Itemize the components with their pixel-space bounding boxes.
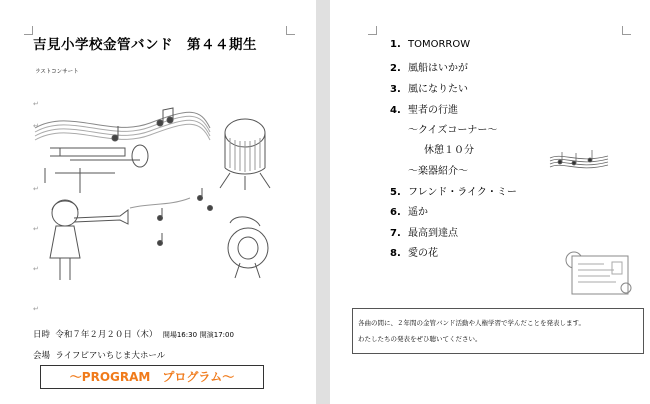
date-value: 令和７年２月２０日（木） <box>55 330 158 340</box>
program-item <box>390 244 438 259</box>
date-line <box>33 328 234 340</box>
program-number: 1. <box>390 39 401 50</box>
program-number: 4. <box>390 105 401 116</box>
venue-label: 会場 <box>33 351 51 361</box>
program-number: 5. <box>390 187 401 198</box>
paragraph-mark: ↵ <box>33 185 39 193</box>
program-number: 3. <box>390 84 401 95</box>
instrument-intro: 〜楽器紹介〜 <box>408 166 468 177</box>
left-page <box>0 0 316 404</box>
concert-subtitle: ラストコンサート <box>35 69 79 75</box>
page-gutter <box>316 0 330 404</box>
paragraph-mark: ↵ <box>33 265 39 273</box>
program-number: 6. <box>390 207 401 218</box>
margin-corner-mark <box>368 26 377 35</box>
program-title: 遥か <box>408 207 428 218</box>
program-number: 2. <box>390 63 401 74</box>
note-line: 各曲の間に、２年間の金管バンド活動や人権学習で学んだことを発表します。 <box>358 319 585 327</box>
program-item <box>390 224 458 239</box>
program-title: 風船はいかが <box>408 63 468 74</box>
program-title: 風になりたい <box>408 84 468 95</box>
document-title: 吉見小学校金管バンド 第４４期生 <box>33 37 257 53</box>
program-item <box>390 59 468 74</box>
margin-corner-mark <box>24 26 33 35</box>
band-instruments-illustration <box>30 98 280 328</box>
program-item <box>390 183 517 198</box>
start-time: 開演17:00 <box>199 331 234 339</box>
program-banner: 〜PROGRAM プログラム〜 <box>40 365 264 389</box>
venue-line <box>33 349 165 361</box>
program-item <box>390 101 458 116</box>
paragraph-mark: ↵ <box>33 100 39 108</box>
paragraph-mark: ↵ <box>33 305 39 313</box>
program-item <box>390 203 428 218</box>
note-line: わたしたちの発表をぜひ聴いてください。 <box>358 335 482 343</box>
program-number: 7. <box>390 228 401 239</box>
program-number: 8. <box>390 248 401 259</box>
break-label: 休憩１０分 <box>424 145 474 156</box>
program-title: 愛の花 <box>408 248 438 259</box>
program-note-box <box>352 308 644 354</box>
margin-corner-mark <box>286 26 295 35</box>
paragraph-mark: ↵ <box>33 122 39 130</box>
quiz-corner: 〜クイズコーナー〜 <box>408 125 498 136</box>
program-item <box>390 80 468 95</box>
date-label: 日時 <box>33 330 51 340</box>
program-item <box>390 39 470 50</box>
venue-value: ライフピアいちじま大ホール <box>55 351 166 361</box>
presentation-board-illustration <box>564 250 636 300</box>
margin-corner-mark <box>622 26 631 35</box>
program-title: 聖者の行進 <box>408 105 458 116</box>
music-staff-illustration <box>548 148 610 176</box>
program-title: TOMORROW <box>408 39 471 50</box>
open-time: 開場16:30 <box>162 331 198 339</box>
paragraph-mark: ↵ <box>33 225 39 233</box>
program-title: 最高到達点 <box>408 228 458 239</box>
program-title: フレンド・ライク・ミー <box>408 187 517 198</box>
